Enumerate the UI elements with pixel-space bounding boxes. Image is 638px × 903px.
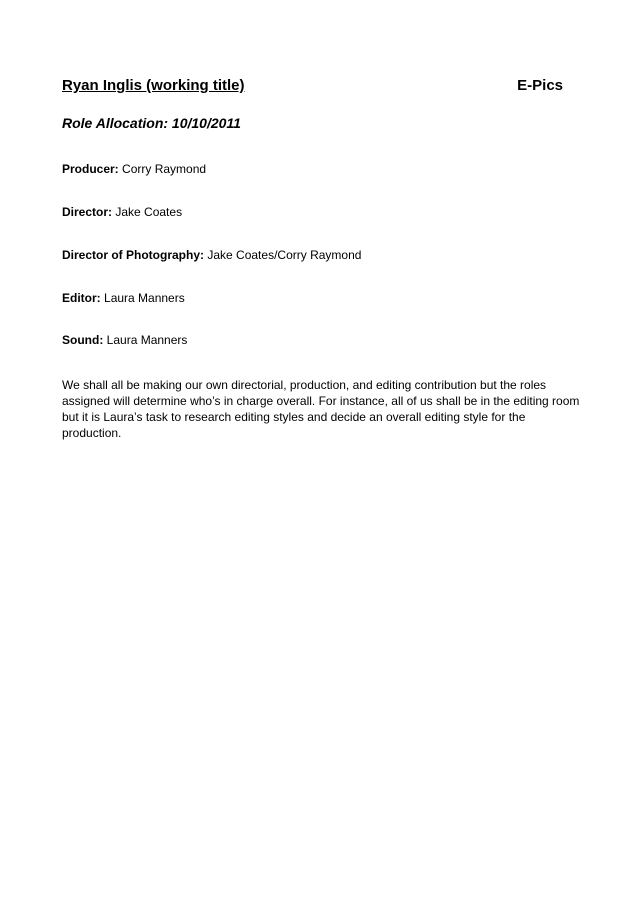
company-name: E-Pics xyxy=(517,77,563,94)
role-label: Editor: xyxy=(62,291,101,305)
role-director xyxy=(62,205,182,219)
body-paragraph xyxy=(62,377,580,441)
role-value: Laura Manners xyxy=(104,291,185,305)
role-editor xyxy=(62,291,185,305)
role-director-of-photography xyxy=(62,248,361,262)
role-label: Director: xyxy=(62,205,113,219)
document-title: Ryan Inglis (working title) xyxy=(62,77,245,94)
paragraph-line: assigned will determine who’s in charge overall. For instance, all of us shall be in the editing room xyxy=(62,394,580,408)
role-label: Sound: xyxy=(62,333,104,347)
role-sound xyxy=(62,333,187,347)
paragraph-line: We shall all be making our own directorial, production, and editing contribution but the roles xyxy=(62,378,547,392)
role-allocation-heading: Role Allocation: 10/10/2011 xyxy=(62,115,241,131)
role-producer xyxy=(62,162,206,176)
role-value: Jake Coates xyxy=(115,205,183,219)
role-value: Jake Coates/Corry Raymond xyxy=(207,248,362,262)
paragraph-line: but it is Laura’s task to research editing styles and decide an overall editing style for the xyxy=(62,410,526,424)
document-header xyxy=(62,77,563,97)
role-value: Corry Raymond xyxy=(122,162,207,176)
role-value: Laura Manners xyxy=(106,333,188,347)
role-label: Producer: xyxy=(62,162,119,176)
paragraph-line: production. xyxy=(62,426,122,440)
role-label: Director of Photography: xyxy=(62,248,205,262)
